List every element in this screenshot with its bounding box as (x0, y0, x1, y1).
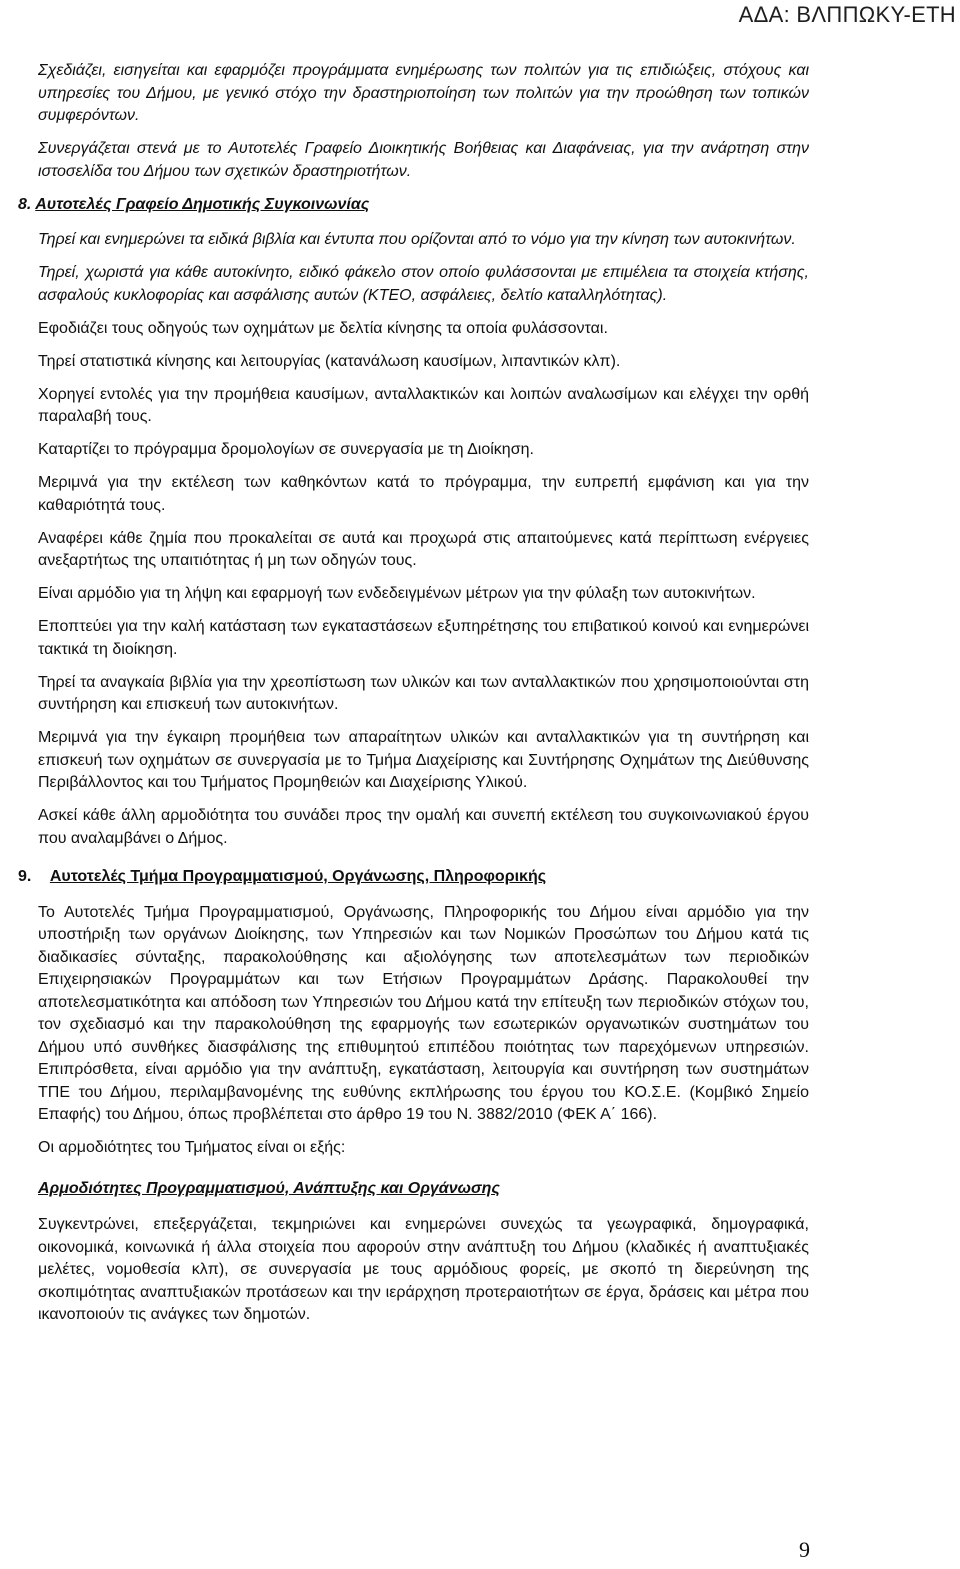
paragraph: Μεριμνά για την έγκαιρη προμήθεια των απαραίτητων υλικών και ανταλλακτικών για τη συντήρηση και επισκευή των οχημάτων σε συνεργασία με το Τμήμα Διαχείρισης και Συντήρησης Οχημάτων της Διεύθυνσης Περιβάλλοντος και του Τμήματος Προμηθειών και Διαχείρισης Υλικού. (38, 729, 809, 791)
paragraph: Εφοδιάζει τους οδηγούς των οχημάτων με δελτία κίνησης τα οποία φυλάσσονται. (38, 319, 608, 337)
paragraph: Συνεργάζεται στενά με το Αυτοτελές Γραφείο Διοικητικής Βοήθειας και Διαφάνειας, για την ανάρτηση στην ιστοσελίδα του Δήμου των σχετικών δραστηριοτήτων. (38, 140, 809, 180)
document-body (18, 60, 809, 1337)
section-8-number: 8. (18, 195, 32, 213)
ada-code: ΑΔΑ: ΒΛΠΠΩΚΥ-ΕΤΗ (738, 2, 956, 27)
section-8-title: Αυτοτελές Γραφείο Δημοτικής Συγκοινωνίας (35, 195, 370, 213)
paragraph: Αναφέρει κάθε ζημία που προκαλείται σε αυτά και προχωρά στις απαιτούμενες κατά περίπτωση ενέργειες ανεξαρτήτως της υπαιτιότητας ή μη των οδηγών τους. (38, 529, 809, 569)
paragraph: Τηρεί, χωριστά για κάθε αυτοκίνητο, ειδικό φάκελο στον οποίο φυλάσσονται με επιμέλεια τα στοιχεία κτήσης, ασφαλούς κυκλοφορίας και ασφάλισης αυτών (ΚΤΕΟ, ασφάλειες, δελτίο καταλληλότητας). (38, 264, 809, 304)
paragraph: Οι αρμοδιότητες του Τμήματος είναι οι εξής: (38, 1139, 346, 1156)
paragraph: Καταρτίζει το πρόγραμμα δρομολογίων σε συνεργασία με τη Διοίκηση. (38, 441, 534, 458)
paragraph: Σχεδιάζει, εισηγείται και εφαρμόζει προγράμματα ενημέρωσης των πολιτών για τις επιδιώξεις, στόχους και υπηρεσίες του Δήμου, με γενικό στόχο την δραστηριοποίηση των πολιτών για την προώθηση των τοπικών συμφερόντων. (38, 62, 809, 124)
paragraph: Χορηγεί εντολές για την προμήθεια καυσίμων, ανταλλακτικών και λοιπών αναλωσίμων και ελέγχει την ορθή παραλαβή τους. (38, 385, 809, 425)
paragraph: Ασκεί κάθε άλλη αρμοδιότητα του συνάδει προς την ομαλή και συνεπή εκτέλεση του συγκοινωνιακού έργου που αναλαμβάνει ο Δήμος. (38, 807, 809, 847)
paragraph: Εποπτεύει για την καλή κατάσταση των εγκαταστάσεων εξυπηρέτησης του επιβατικού κοινού και ενημερώνει τακτικά τη διοίκηση. (38, 618, 809, 658)
section-9-heading (18, 866, 809, 889)
paragraph: Είναι αρμόδιο για τη λήψη και εφαρμογή των ενδεδειγμένων μέτρων για την φύλαξη των αυτοκινήτων. (38, 585, 756, 602)
subsection-heading: Αρμοδιότητες Προγραμματισμού, Ανάπτυξης και Οργάνωσης (38, 1179, 500, 1197)
paragraph: Το Αυτοτελές Τμήμα Προγραμματισμού, Οργάνωσης, Πληροφορικής του Δήμου είναι αρμόδιο για την υποστήριξη των οργάνων Διοίκησης, των Υπηρεσιών και των Νομικών Προσώπων του Δήμου κατά τις διαδικασίες σύνταξης, παρακολούθησης και αξιολόγησης των αποτελεσμάτων των περιοδικών Επιχειρησιακών Προγραμμάτων και των Ετήσιων Προγραμμάτων Δράσης. Παρακολουθεί την αποτελεσματικότητα και απόδοση των Υπηρεσιών του Δήμου κατά την επίτευξη των περιοδικών στόχων του, τον σχεδιασμό και την παρακολούθηση της εφαρμογής των εσωτερικών οργανωτικών συστημάτων του Δήμου υπό συνθήκες διασφάλισης της επιθυμητού επιπέδου ποιότητας των παρεχόμενων υπηρεσιών. Επιπρόσθετα, είναι αρμόδιο για την ανάπτυξη, εγκατάσταση, λειτουργία και συντήρηση των συστημάτων ΤΠΕ του Δήμου, περιλαμβανομένης της ευθύνης εκπλήρωσης του έργου του ΚΟ.Σ.Ε. (Κομβικό Σημείο Επαφής) του Δήμου, όπως προβλέπεται στο άρθρο 19 του Ν. 3882/2010 (ΦΕΚ Α΄ 166). (38, 903, 809, 1123)
paragraph: Τηρεί τα αναγκαία βιβλία για την χρεοπίστωση των υλικών και των ανταλλακτικών που χρησιμοποιούνται στη συντήρηση και επισκευή των αυτοκινήτων. (38, 673, 809, 713)
section-9-number: 9. (18, 868, 32, 885)
paragraph: Τηρεί και ενημερώνει τα ειδικά βιβλία και έντυπα που ορίζονται από το νόμο για την κίνηση των αυτοκινήτων. (38, 231, 796, 248)
page-number: 9 (799, 1537, 810, 1562)
section-8-heading (18, 194, 809, 217)
section-9-title: Αυτοτελές Τμήμα Προγραμματισμού, Οργάνωσης, Πληροφορικής (49, 868, 547, 885)
paragraph: Συγκεντρώνει, επεξεργάζεται, τεκμηριώνει και ενημερώνει συνεχώς τα γεωγραφικά, δημογραφικά, οικονομικά, κοινωνικά ή άλλα στοιχεία που αφορούν στην ανάπτυξη του Δήμου (κλαδικές ή αναπτυξιακές μελέτες, νομοθεσία κλπ), σε συνεργασία με τους αρμόδιους φορείς, με σκοπό τη διερεύνηση της σκοπιμότητας αναπτυξιακών προτάσεων και την ιεράρχηση προτεραιοτήτων σε έργα, δράσεις και μέτρα που ικανοποιούν τις ανάγκες των δημοτών. (38, 1216, 809, 1323)
paragraph: Μεριμνά για την εκτέλεση των καθηκόντων κατά το πρόγραμμα, την ευπρεπή εμφάνιση και για την καθαριότητά τους. (38, 474, 809, 514)
paragraph: Τηρεί στατιστικά κίνησης και λειτουργίας (κατανάλωση καυσίμων, λιπαντικών κλπ). (38, 352, 621, 370)
